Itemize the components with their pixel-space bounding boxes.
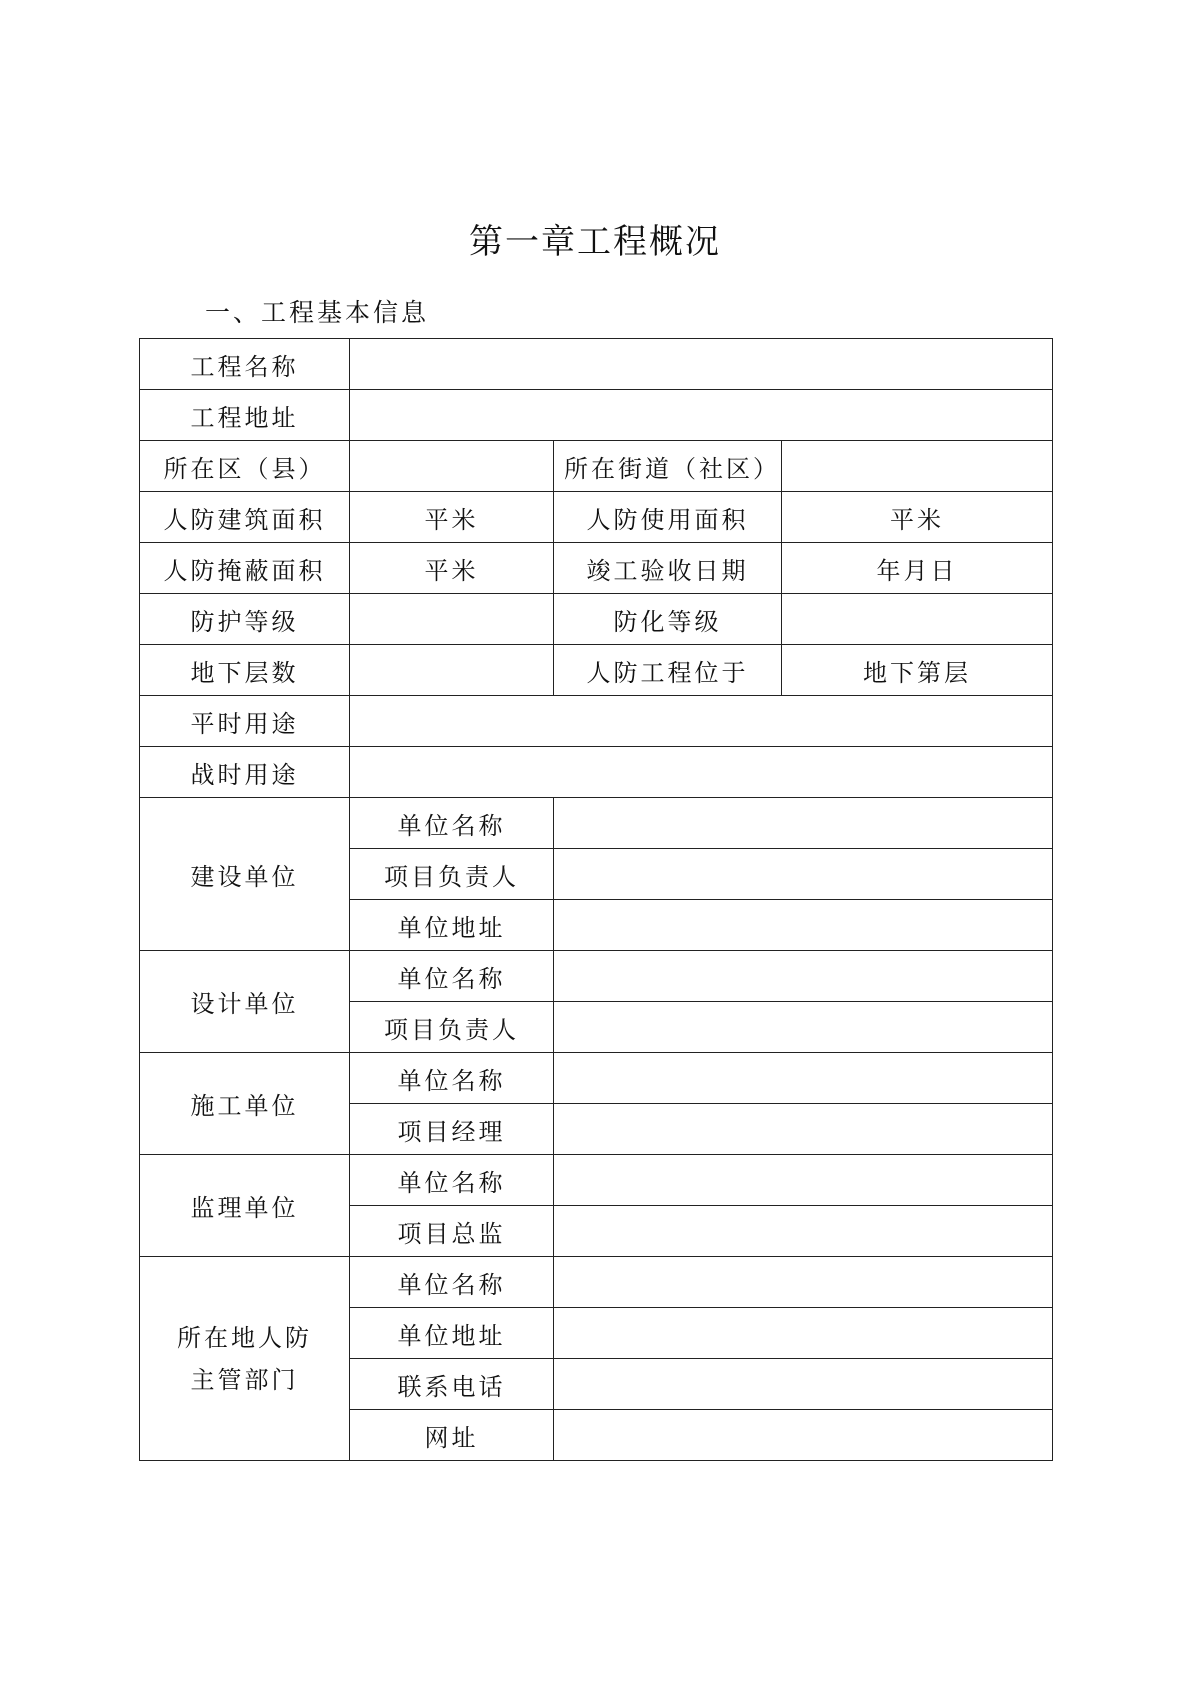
project-name-label: 工程名称 [140, 339, 350, 390]
authority-name-label: 单位名称 [350, 1257, 554, 1308]
authority-website-field[interactable] [554, 1410, 1053, 1461]
authority-address-field[interactable] [554, 1308, 1053, 1359]
design-unit-label: 设计单位 [140, 951, 350, 1053]
street-field[interactable] [782, 441, 1053, 492]
protection-level-label: 防护等级 [140, 594, 350, 645]
design-manager-label: 项目负责人 [350, 1002, 554, 1053]
peacetime-use-label: 平时用途 [140, 696, 350, 747]
underground-floors-label: 地下层数 [140, 645, 350, 696]
construction-address-field[interactable] [554, 900, 1053, 951]
supervision-manager-label: 项目总监 [350, 1206, 554, 1257]
peacetime-use-field[interactable] [350, 696, 1053, 747]
table-row [140, 492, 1053, 543]
authority-label-line1: 所在地人防 [177, 1323, 312, 1352]
chemical-level-label: 防化等级 [554, 594, 782, 645]
shelter-area-label: 人防掩蔽面积 [140, 543, 350, 594]
table-row [140, 696, 1053, 747]
design-name-field[interactable] [554, 951, 1053, 1002]
table-row [140, 1257, 1053, 1308]
underground-floors-field[interactable] [350, 645, 554, 696]
table-row [140, 1053, 1053, 1104]
building-area-field[interactable]: 平米 [350, 492, 554, 543]
builder-manager-label: 项目经理 [350, 1104, 554, 1155]
construction-unit-label: 建设单位 [140, 798, 350, 951]
construction-name-field[interactable] [554, 798, 1053, 849]
authority-phone-field[interactable] [554, 1359, 1053, 1410]
wartime-use-label: 战时用途 [140, 747, 350, 798]
design-manager-field[interactable] [554, 1002, 1053, 1053]
shelter-area-field[interactable]: 平米 [350, 543, 554, 594]
builder-name-label: 单位名称 [350, 1053, 554, 1104]
supervision-name-field[interactable] [554, 1155, 1053, 1206]
authority-name-field[interactable] [554, 1257, 1053, 1308]
table-row [140, 747, 1053, 798]
completion-date-field[interactable]: 年月日 [782, 543, 1053, 594]
builder-unit-label: 施工单位 [140, 1053, 350, 1155]
authority-label [140, 1257, 350, 1461]
location-label: 人防工程位于 [554, 645, 782, 696]
page-title: 第一章工程概况 [469, 222, 721, 262]
table-row [140, 390, 1053, 441]
chemical-level-field[interactable] [782, 594, 1053, 645]
project-address-label: 工程地址 [140, 390, 350, 441]
project-address-field[interactable] [350, 390, 1053, 441]
usable-area-label: 人防使用面积 [554, 492, 782, 543]
section-heading: 一、工程基本信息 [205, 298, 430, 327]
authority-phone-label: 联系电话 [350, 1359, 554, 1410]
wartime-use-field[interactable] [350, 747, 1053, 798]
construction-manager-label: 项目负责人 [350, 849, 554, 900]
table-row [140, 798, 1053, 849]
table-row [140, 645, 1053, 696]
usable-area-field[interactable]: 平米 [782, 492, 1053, 543]
authority-address-label: 单位地址 [350, 1308, 554, 1359]
table-row [140, 594, 1053, 645]
building-area-label: 人防建筑面积 [140, 492, 350, 543]
table-row [140, 339, 1053, 390]
location-field[interactable]: 地下第层 [782, 645, 1053, 696]
builder-name-field[interactable] [554, 1053, 1053, 1104]
district-label: 所在区（县） [140, 441, 350, 492]
project-info-table [139, 338, 1053, 1461]
table-row [140, 1155, 1053, 1206]
authority-website-label: 网址 [350, 1410, 554, 1461]
builder-manager-field[interactable] [554, 1104, 1053, 1155]
street-label: 所在街道（社区） [554, 441, 782, 492]
authority-label-line2: 主管部门 [190, 1365, 299, 1394]
completion-date-label: 竣工验收日期 [554, 543, 782, 594]
supervision-name-label: 单位名称 [350, 1155, 554, 1206]
construction-address-label: 单位地址 [350, 900, 554, 951]
construction-manager-field[interactable] [554, 849, 1053, 900]
table-row [140, 951, 1053, 1002]
project-name-field[interactable] [350, 339, 1053, 390]
district-field[interactable] [350, 441, 554, 492]
supervision-unit-label: 监理单位 [140, 1155, 350, 1257]
construction-name-label: 单位名称 [350, 798, 554, 849]
table-row [140, 441, 1053, 492]
protection-level-field[interactable] [350, 594, 554, 645]
design-name-label: 单位名称 [350, 951, 554, 1002]
table-row [140, 543, 1053, 594]
supervision-manager-field[interactable] [554, 1206, 1053, 1257]
